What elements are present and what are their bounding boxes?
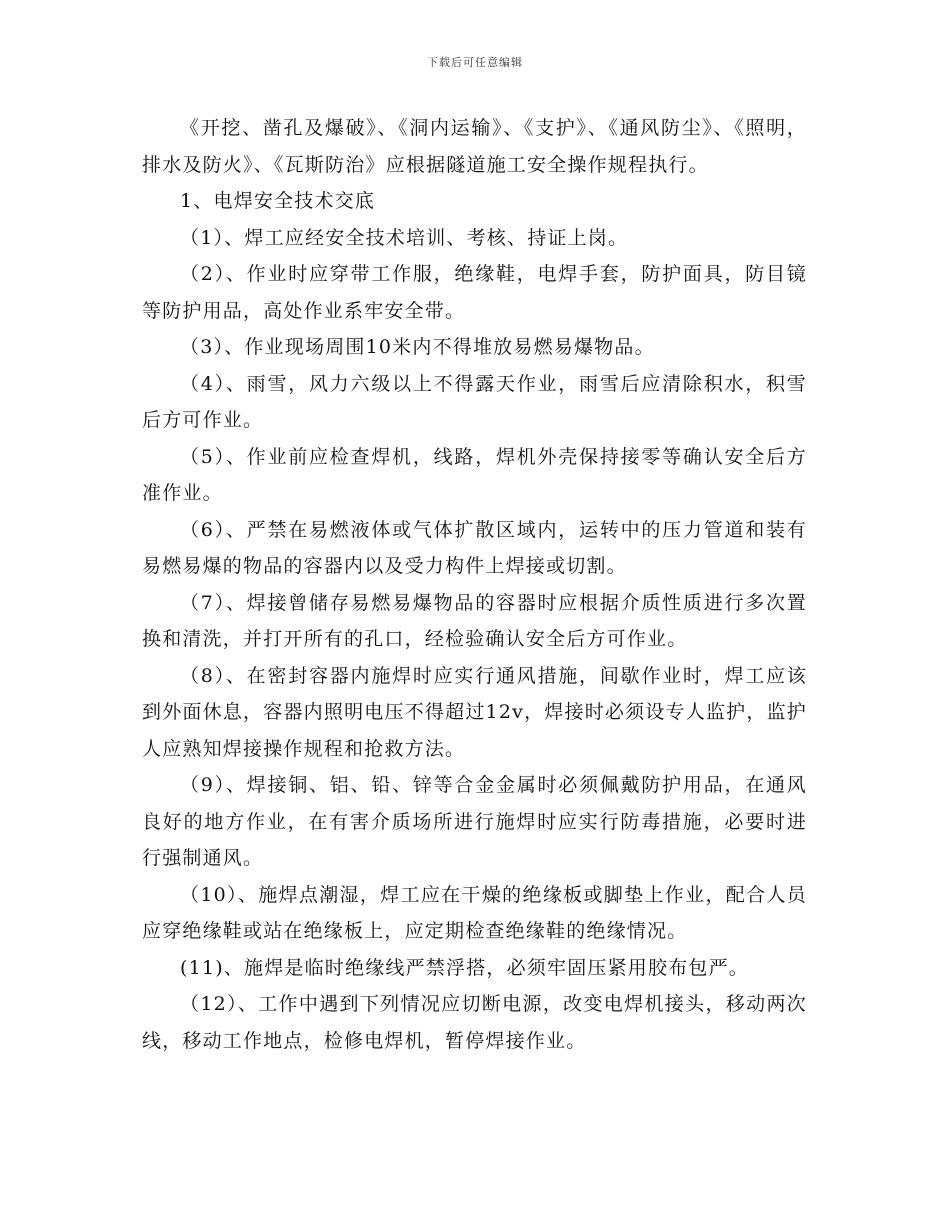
paragraph-intro: 《开挖、凿孔及爆破》、《洞内运输》、《支护》、《通风防尘》、《照明，排水及防火》、《瓦斯防治》应根据隧道施工安全操作规程执行。 <box>142 117 807 176</box>
paragraph-item-1: （1）、焊工应经安全技术培训、考核、持证上岗。 <box>180 226 629 249</box>
paragraph-item-10: （10）、施焊点潮湿，焊工应在干燥的绝缘板或脚垫上作业，配合人员应穿绝缘鞋或站在绝缘板上，应定期检查绝缘鞋的绝缘情况。 <box>142 883 807 942</box>
page-header: 下载后可任意编辑 <box>427 56 523 69</box>
section-heading: 1、电焊安全技术交底 <box>180 190 376 212</box>
paragraph-item-6: （6）、严禁在易燃液体或气体扩散区域内，运转中的压力管道和装有易燃易爆的物品的容器内以及受力构件上焊接或切割。 <box>142 518 807 577</box>
paragraph-item-4: （4）、雨雪，风力六级以上不得露天作业，雨雪后应清除积水，积雪后方可作业。 <box>142 372 807 431</box>
paragraph-item-8: （8）、在密封容器内施焊时应实行通风措施，间歇作业时，焊工应该到外面休息，容器内照明电压不得超过12v，焊接时必须设专人监护，监护人应熟知焊接操作规程和抢救方法。 <box>142 664 807 760</box>
paragraph-item-9: （9）、焊接铜、铝、铅、锌等合金金属时必须佩戴防护用品，在通风良好的地方作业，在有害介质场所进行施焊时应实行防毒措施，必要时进行强制通风。 <box>142 774 807 869</box>
paragraph-item-5: （5）、作业前应检查焊机，线路，焊机外壳保持接零等确认安全后方准作业。 <box>142 445 807 504</box>
paragraph-item-12: （12）、工作中遇到下列情况应切断电源，改变电焊机接头，移动两次线，移动工作地点，检修电焊机，暂停焊接作业。 <box>142 993 807 1052</box>
paragraph-item-3: （3）、作业现场周围10米内不得堆放易燃易爆物品。 <box>180 336 655 358</box>
paragraph-item-7: （7）、焊接曾储存易燃易爆物品的容器时应根据介质性质进行多次置换和清洗，并打开所有的孔口，经检验确认安全后方可作业。 <box>142 591 807 650</box>
paragraph-item-11: (11)、施焊是临时绝缘线严禁浮搭，必须牢固压紧用胶布包严。 <box>180 956 750 979</box>
paragraph-item-2: （2）、作业时应穿带工作服，绝缘鞋，电焊手套，防护面具，防目镜等防护用品，高处作业系牢安全带。 <box>142 263 807 322</box>
document-body <box>142 110 807 1059</box>
